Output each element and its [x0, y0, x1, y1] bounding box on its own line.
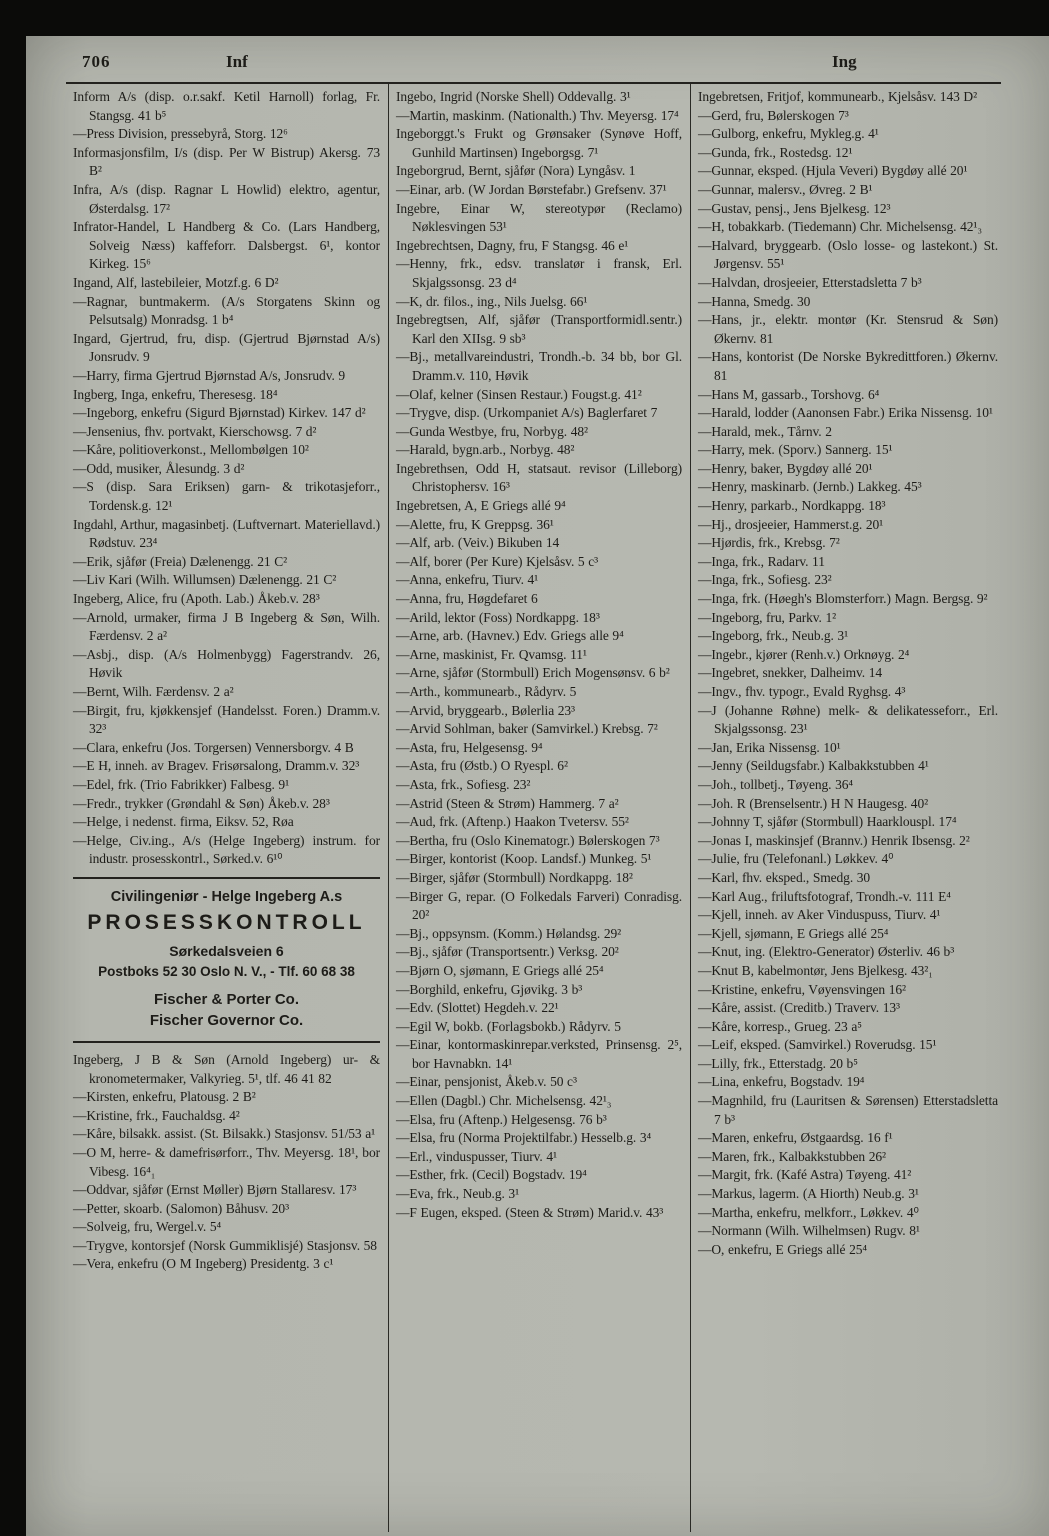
- directory-entry: —Henry, parkarb., Nordkappg. 18³: [698, 498, 886, 514]
- directory-entry: —Gulborg, enkefru, Mykleg.g. 4¹: [698, 126, 879, 142]
- directory-entry: Ingeberg, Alice, fru (Apoth. Lab.) Åkeb.v. 28³: [73, 591, 320, 607]
- directory-entry: —Harry, firma Gjertrud Bjørnstad A/s, Jonsrudv. 9: [73, 367, 346, 383]
- directory-entry: —Henny, frk., edsv. translatør i fransk, Erl. Skjalgssonsg. 23 d⁴: [396, 256, 682, 290]
- directory-entry: —Bjørn O, sjømann, E Griegs allé 25⁴: [396, 962, 604, 978]
- directory-entry: —Kåre, assist. (Creditb.) Traverv. 13³: [698, 1000, 900, 1016]
- directory-entry: Ingebretsen, Fritjof, kommunearb., Kjelsåsv. 143 D²: [698, 89, 978, 104]
- directory-entry: —Kåre, korresp., Grueg. 23 a⁵: [698, 1018, 862, 1034]
- directory-entry: —Alf, borer (Per Kure) Kjelsåsv. 5 c³: [396, 553, 599, 569]
- directory-entry: —Julie, fru (Telefonanl.) Løkkev. 4⁰: [698, 851, 894, 867]
- directory-entry: —Joh., tollbetj., Tøyeng. 36⁴: [698, 776, 854, 792]
- directory-entry: —Edel, frk. (Trio Fabrikker) Falbesg. 9¹: [73, 776, 290, 792]
- directory-entry: —Gunda Westbye, fru, Norbyg. 48²: [396, 423, 588, 439]
- directory-entry: —Inga, frk., Radarv. 11: [698, 553, 825, 569]
- directory-entry: —Hj., drosjeeier, Hammerst.g. 20¹: [698, 516, 884, 532]
- directory-entry: —Egil W, bokb. (Forlagsbokb.) Rådyrv. 5: [396, 1018, 621, 1034]
- directory-entry: —Arth., kommunearb., Rådyrv. 5: [396, 684, 577, 699]
- directory-entry: —Joh. R (Brenselsentr.) H N Haugesg. 40²: [698, 795, 929, 811]
- directory-entry: —Alette, fru, K Greppsg. 36¹: [396, 516, 554, 532]
- directory-entry: —Henry, baker, Bygdøy allé 20¹: [698, 460, 873, 476]
- directory-entry: —Arne, arb. (Havnev.) Edv. Griegs alle 9⁴: [396, 628, 624, 644]
- directory-column-3: [690, 84, 1006, 1532]
- directory-entry: —Birger G, repar. (O Folkedals Farveri) Conradisg. 20²: [396, 888, 682, 923]
- directory-entry: Ingebrethsen, Odd H, statsaut. revisor (Lilleborg) Christophersv. 16³: [396, 460, 682, 495]
- directory-entry: —Astrid (Steen & Strøm) Hammerg. 7 a²: [396, 795, 619, 811]
- directory-entry: Ingeberg, J B & Søn (Arnold Ingeberg) ur- & kronometermaker, Valkyrieg. 5¹, tlf. 46 41 82: [73, 1051, 380, 1086]
- directory-entry: Ingebregtsen, Alf, sjåfør (Transportformidl.sentr.) Karl den XIIsg. 9 sb³: [396, 312, 682, 346]
- ad-box: [73, 877, 380, 1043]
- directory-entry: —Helge, i nedenst. firma, Eiksv. 52, Røa: [73, 814, 294, 830]
- ad-product-name: PROSESSKONTROLL: [87, 910, 366, 934]
- directory-entry: —Knut B, kabelmontør, Jens Bjelkesg. 43²₁: [698, 962, 933, 978]
- directory-entry: —Knut, ing. (Elektro-Generator) Østerliv. 46 b³: [698, 944, 955, 960]
- directory-entry: —Martha, enkefru, melkforr., Løkkev. 4⁰: [698, 1204, 919, 1220]
- directory-entry: —Elsa, fru (Norma Projektilfabr.) Hesselb.g. 3⁴: [396, 1130, 652, 1146]
- directory-entry: —Arne, sjåfør (Stormbull) Erich Mogensønsv. 6 b²: [396, 665, 670, 681]
- directory-entry: —Magnhild, fru (Lauritsen & Sørensen) Etterstadsletta 7 b³: [698, 1093, 998, 1127]
- directory-entry: —Olaf, kelner (Sinsen Restaur.) Fougst.g. 41²: [396, 386, 642, 402]
- directory-entry: —Einar, kontormaskinrepar.verksted, Prinsensg. 2⁵, bor Havnabkn. 14¹: [396, 1037, 682, 1071]
- directory-entry: Ingard, Gjertrud, fru, disp. (Gjertrud Bjørnstad A/s) Jonsrudv. 9: [73, 330, 380, 365]
- directory-entry: —Anna, fru, Høgdefaret 6: [396, 591, 538, 607]
- directory-entry: —Halvard, bryggearb. (Oslo losse- og lastekont.) St. Jørgensv. 55¹: [698, 237, 998, 272]
- directory-entry: Ingebretsen, A, E Griegs allé 9⁴: [396, 498, 566, 514]
- directory-entry: —Solveig, fru, Wergel.v. 5⁴: [73, 1219, 222, 1235]
- column-header-left: Inf: [226, 52, 248, 71]
- directory-entry: —O, enkefru, E Griegs allé 25⁴: [698, 1241, 868, 1257]
- directory-entry: Infra, A/s (disp. Ragnar L Howlid) elektro, agentur, Østerdalsg. 17²: [73, 181, 380, 216]
- directory-entry: —Karl, fhv. eksped., Smedg. 30: [698, 869, 871, 885]
- directory-entry: —Leif, eksped. (Samvirkel.) Roverudsg. 15¹: [698, 1037, 937, 1053]
- ad-street-address: Sørkedalsveien 6: [169, 942, 284, 959]
- directory-entry: —Halvdan, drosjeeier, Etterstadsletta 7 b³: [698, 274, 922, 290]
- directory-entry: Ingeborgrud, Bernt, sjåfør (Nora) Lyngåsv. 1: [396, 163, 636, 179]
- directory-entry: —S (disp. Sara Eriksen) garn- & trikotasjeforr., Tordensk.g. 12¹: [73, 479, 380, 514]
- directory-entry: —Asbj., disp. (A/s Holmenbygg) Fagerstrandv. 26, Høvik: [73, 646, 380, 681]
- directory-entry: —Jan, Erika Nissensg. 10¹: [698, 739, 841, 755]
- directory-entry: —Gunnar, eksped. (Hjula Veveri) Bygdøy allé 20¹: [698, 163, 968, 179]
- directory-entry: —Harald, bygn.arb., Norbyg. 48²: [396, 442, 575, 458]
- directory-entry: Inform A/s (disp. o.r.sakf. Ketil Harnoll) forlag, Fr. Stangsg. 41 b⁵: [73, 89, 380, 123]
- ad-postbox-phone: Postboks 52 30 Oslo N. V., - Tlf. 60 68 38: [98, 963, 355, 979]
- directory-entry: —Margit, frk. (Kafé Astra) Tøyeng. 41²: [698, 1167, 912, 1183]
- directory-entry: —Liv Kari (Wilh. Willumsen) Dælenengg. 21 C²: [73, 572, 337, 588]
- directory-entry: —Erl., vinduspusser, Tiurv. 4¹: [396, 1148, 557, 1164]
- directory-entry: —Bj., metallvareindustri, Trondh.-b. 34 bb, bor Gl. Dramm.v. 110, Høvik: [396, 349, 682, 383]
- directory-entry: —Bj., oppsynsm. (Komm.) Hølandsg. 29²: [396, 925, 622, 941]
- directory-entry: —Kåre, politioverkonst., Mellombølgen 10²: [73, 442, 309, 458]
- directory-entry: —Ingeborg, frk., Neub.g. 3¹: [698, 628, 849, 644]
- directory-entry: —Inga, frk. (Høegh's Blomsterforr.) Magn. Bergsg. 9²: [698, 591, 988, 607]
- directory-entry: —Harald, mek., Tårnv. 2: [698, 423, 832, 439]
- directory-entry: —Gustav, pensj., Jens Bjelkesg. 12³: [698, 200, 891, 216]
- directory-entry: —Press Division, pressebyrå, Storg. 12⁶: [73, 126, 288, 142]
- directory-entry: —Asta, fru (Østb.) O Ryespl. 6²: [396, 758, 568, 774]
- column1-entries-bottom: [73, 1051, 380, 1274]
- column1-entries-top: [73, 88, 380, 869]
- directory-entry: —Asta, fru, Helgesensg. 9⁴: [396, 739, 543, 755]
- directory-entry: —Birger, kontorist (Koop. Landsf.) Munkeg. 5¹: [396, 851, 652, 867]
- directory-entry: —Arvid Sohlman, baker (Samvirkel.) Krebsg. 7²: [396, 721, 658, 737]
- directory-entry: Ingebrechtsen, Dagny, fru, F Stangsg. 46 e¹: [396, 237, 629, 253]
- directory-entry: —E H, inneh. av Bragev. Frisørsalong, Dramm.v. 32³: [73, 758, 360, 774]
- directory-entry: —Gerd, fru, Bølerskogen 7³: [698, 107, 849, 123]
- directory-entry: —Harald, lodder (Aanonsen Fabr.) Erika Nissensg. 10¹: [698, 405, 993, 421]
- directory-entry: —Inga, frk., Sofiesg. 23²: [698, 572, 832, 588]
- directory-entry: —Arild, lektor (Foss) Nordkappg. 18³: [396, 609, 600, 625]
- ad-partner-company-1: Fischer & Porter Co.: [153, 990, 300, 1008]
- directory-entry: —Martin, maskinm. (Nationalth.) Thv. Meyersg. 17⁴: [396, 107, 679, 123]
- column-header-right: Ing: [832, 52, 857, 71]
- directory-entry: —Eva, frk., Neub.g. 3¹: [396, 1186, 520, 1202]
- directory-entry: —Borghild, enkefru, Gjøvikg. 3 b³: [396, 981, 583, 997]
- directory-entry: —Oddvar, sjåfør (Ernst Møller) Bjørn Stallaresv. 17³: [73, 1182, 357, 1198]
- directory-entry: —Markus, lagerm. (A Hiorth) Neub.g. 3¹: [698, 1186, 919, 1202]
- directory-entry: —Kirsten, enkefru, Platousg. 2 B²: [73, 1089, 256, 1105]
- directory-entry: —Fredr., trykker (Grøndahl & Søn) Åkeb.v. 28³: [73, 795, 330, 811]
- directory-entry: —Trygve, disp. (Urkompaniet A/s) Baglerfaret 7: [396, 405, 658, 421]
- directory-entry: —Esther, frk. (Cecil) Bogstadv. 19⁴: [396, 1167, 587, 1183]
- directory-entry: —Erik, sjåfør (Freia) Dælenengg. 21 C²: [73, 553, 288, 569]
- directory-entry: —Karl Aug., friluftsfotograf, Trondh.-v. 111 E⁴: [698, 888, 951, 904]
- directory-column-1: [66, 84, 388, 1532]
- page-number: 706: [82, 52, 111, 71]
- directory-entry: Ingebre, Einar W, stereotypør (Reclamo) Nøklesvingen 53¹: [396, 200, 682, 235]
- directory-entry: —Lilly, frk., Etterstadg. 20 b⁵: [698, 1055, 858, 1071]
- directory-entry: —Hanna, Smedg. 30: [698, 293, 811, 309]
- directory-entry: —Kjell, sjømann, E Griegs allé 25⁴: [698, 925, 889, 941]
- directory-entry: —Bertha, fru (Oslo Kinematogr.) Bølerskogen 7³: [396, 832, 660, 848]
- directory-entry: —J (Johanne Røhne) melk- & delikatesseforr., Erl. Skjalgssonsg. 23¹: [698, 702, 998, 737]
- directory-entry: —Einar, arb. (W Jordan Børstefabr.) Grefsenv. 37¹: [396, 181, 667, 197]
- directory-entry: —Lina, enkefru, Bogstadv. 19⁴: [698, 1074, 865, 1090]
- directory-entry: Ingebo, Ingrid (Norske Shell) Oddevallg. 3¹: [396, 89, 631, 104]
- directory-entry: —Jonas I, maskinsjef (Brannv.) Henrik Ibsensg. 2²: [698, 832, 970, 848]
- directory-entry: —Henry, maskinarb. (Jernb.) Lakkeg. 45³: [698, 479, 922, 495]
- directory-entry: —Gunda, frk., Rostedsg. 12¹: [698, 144, 853, 160]
- directory-entry: Ingand, Alf, lastebileier, Motzf.g. 6 D²: [73, 274, 279, 290]
- directory-entry: —Vera, enkefru (O M Ingeberg) Presidentg. 3 c¹: [73, 1256, 334, 1272]
- directory-entry: —Kjell, inneh. av Aker Vinduspuss, Tiurv. 4¹: [698, 907, 941, 923]
- directory-entry: —Maren, frk., Kalbakkstubben 26²: [698, 1148, 887, 1164]
- directory-entry: —Ingeborg, fru, Parkv. 1²: [698, 609, 837, 625]
- directory-entry: —Birger, sjåfør (Stormbull) Nordkappg. 18²: [396, 869, 633, 885]
- directory-entry: —Aud, frk. (Aftenp.) Haakon Tvetersv. 55²: [396, 814, 629, 830]
- directory-entry: —Arnold, urmaker, firma J B Ingeberg & Søn, Wilh. Færdensv. 2 a²: [73, 609, 380, 644]
- directory-entry: —Arne, maskinist, Fr. Qvamsg. 11¹: [396, 646, 587, 662]
- directory-entry: —Ragnar, buntmakerm. (A/s Storgatens Skinn og Pelsutsalg) Monradsg. 1 b⁴: [73, 293, 380, 328]
- directory-entry: —Anna, enkefru, Tiurv. 4¹: [396, 572, 539, 588]
- directory-entry: —Kristine, enkefru, Vøyensvingen 16²: [698, 981, 906, 997]
- directory-column-2: [388, 84, 690, 1532]
- directory-entry: —Jenny (Seildugsfabr.) Kalbakkstubben 4¹: [698, 758, 929, 774]
- column2-entries: [396, 88, 682, 1222]
- column3-entries: [698, 88, 998, 1259]
- directory-entry: —Ingebr., kjører (Renh.v.) Orknøyg. 2⁴: [698, 646, 910, 662]
- directory-entry: —Trygve, kontorsjef (Norsk Gummiklisjé) Stasjonsv. 58: [73, 1237, 377, 1253]
- directory-entry: —Hans M, gassarb., Torshovg. 6⁴: [698, 386, 880, 402]
- directory-entry: Informasjonsfilm, I/s (disp. Per W Bistrup) Akersg. 73 B²: [73, 144, 380, 179]
- directory-entry: Infrator-Handel, L Handberg & Co. (Lars Handberg, Solveig Næss) kaffeforr. Dalsbergst. 6¹, kontor Kirkeg. 15⁶: [73, 219, 380, 272]
- directory-entry: —Einar, pensjonist, Åkeb.v. 50 c³: [396, 1074, 577, 1090]
- directory-columns: [66, 84, 1006, 1532]
- directory-entry: —Asta, frk., Sofiesg. 23²: [396, 776, 531, 792]
- directory-entry: —Hjørdis, frk., Krebsg. 7²: [698, 535, 840, 551]
- directory-entry: —Ingebret, snekker, Dalheimv. 14: [698, 665, 883, 681]
- directory-entry: —Edv. (Slottet) Hegdeh.v. 22¹: [396, 1000, 559, 1016]
- directory-entry: —Johnny T, sjåfør (Stormbull) Haarklouspl. 17⁴: [698, 814, 957, 830]
- directory-entry: —Kristine, frk., Fauchaldsg. 4²: [73, 1107, 240, 1123]
- page-header: [26, 52, 1049, 78]
- directory-entry: —Clara, enkefru (Jos. Torgersen) Vennersborgv. 4 B: [73, 739, 354, 755]
- directory-entry: —H, tobakkarb. (Tiedemann) Chr. Michelsensg. 42¹₃: [698, 219, 982, 235]
- directory-entry: —Maren, enkefru, Østgaardsg. 16 f¹: [698, 1130, 893, 1146]
- directory-entry: —Petter, skoarb. (Salomon) Båhusv. 20³: [73, 1200, 290, 1216]
- directory-entry: —Arvid, bryggearb., Bølerlia 23³: [396, 702, 576, 718]
- directory-entry: —Gunnar, malersv., Øvreg. 2 B¹: [698, 181, 873, 197]
- directory-entry: Ingberg, Inga, enkefru, Theresesg. 18⁴: [73, 386, 278, 402]
- directory-entry: —Kåre, bilsakk. assist. (St. Bilsakk.) Stasjonsv. 51/53 a¹: [73, 1126, 376, 1142]
- directory-entry: —O M, herre- & damefrisørforr., Thv. Meyersg. 18¹, bor Vibesg. 16⁴₁: [73, 1144, 380, 1179]
- directory-entry: —Ingeborg, enkefru (Sigurd Bjørnstad) Kirkev. 147 d²: [73, 405, 366, 421]
- ad-partner-company-2: Fischer Governor Co.: [149, 1011, 304, 1029]
- directory-entry: —Hans, jr., elektr. montør (Kr. Stensrud & Søn) Økernv. 81: [698, 312, 998, 346]
- directory-entry: —Birgit, fru, kjøkkensjef (Handelsst. Foren.) Dramm.v. 32³: [73, 702, 380, 737]
- directory-entry: —Hans, kontorist (De Norske Bykredittforen.) Økernv. 81: [698, 349, 998, 383]
- directory-entry: —Elsa, fru (Aftenp.) Helgesensg. 76 b³: [396, 1111, 607, 1127]
- scanned-directory-page: [26, 36, 1049, 1536]
- directory-entry: —Normann (Wilh. Wilhelmsen) Rugv. 8¹: [698, 1223, 920, 1239]
- directory-entry: Ingdahl, Arthur, magasinbetj. (Luftvernart. Materiellavd.) Rødstuv. 23⁴: [73, 516, 380, 551]
- directory-entry: —Harry, mek. (Sporv.) Sannerg. 15¹: [698, 442, 893, 458]
- directory-entry: —F Eugen, eksped. (Steen & Strøm) Marid.v. 43³: [396, 1204, 664, 1220]
- directory-entry: —Bernt, Wilh. Færdensv. 2 a²: [73, 684, 234, 699]
- directory-entry: —Alf, arb. (Veiv.) Bikuben 14: [396, 535, 560, 551]
- directory-entry: —Ellen (Dagbl.) Chr. Michelsensg. 42¹₃: [396, 1093, 612, 1109]
- ad-company-name: Civilingeniør - Helge Ingeberg A.s: [110, 888, 343, 905]
- directory-entry: —Helge, Civ.ing., A/s (Helge Ingeberg) instrum. for industr. prosesskontrl., Sørked.v. 6¹⁰: [73, 832, 380, 867]
- directory-entry: Ingeborggt.'s Frukt og Grønsaker (Synøve Hoff, Gunhild Martinsen) Ingeborgsg. 7¹: [396, 126, 682, 160]
- directory-entry: —Odd, musiker, Ålesundg. 3 d²: [73, 460, 245, 476]
- directory-entry: —Ingv., fhv. typogr., Evald Ryghsg. 4³: [698, 684, 906, 699]
- directory-entry: —K, dr. filos., ing., Nils Juelsg. 66¹: [396, 293, 588, 309]
- directory-entry: —Bj., sjåfør (Transportsentr.) Verksg. 20²: [396, 944, 619, 960]
- directory-entry: —Jensenius, fhv. portvakt, Kierschowsg. 7 d²: [73, 423, 317, 439]
